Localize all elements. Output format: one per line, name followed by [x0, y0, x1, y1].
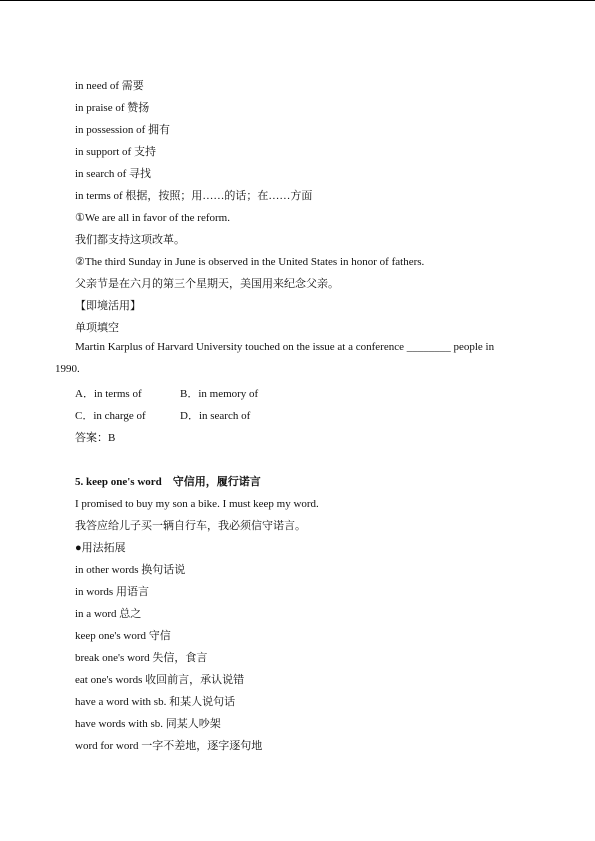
section-title: 5. keep one's word 守信用，履行诺言 [75, 476, 261, 488]
option-d: D．in search of [180, 410, 251, 422]
question-line-2: 1990. [55, 363, 80, 375]
phrase-item: have words with sb. 同某人吵架 [75, 718, 221, 730]
phrase-item: in possession of 拥有 [75, 124, 171, 136]
question-stem [55, 336, 545, 380]
answer: 答案：B [75, 432, 116, 444]
practice-heading: 【即境活用】 [75, 300, 141, 312]
phrase-item: break one's word 失信，食言 [75, 652, 208, 664]
page-top-rule [0, 0, 595, 1]
option-c: C．in charge of [75, 410, 146, 422]
phrase-item: word for word 一字不差地，逐字逐句地 [75, 740, 263, 752]
extension-heading: ●用法拓展 [75, 542, 126, 554]
phrase-item: in other words 换句话说 [75, 564, 186, 576]
phrase-item: in a word 总之 [75, 608, 142, 620]
example-sentence-zh: 我们都支持这项改革。 [75, 234, 185, 246]
example-sentence-en: I promised to buy my son a bike. I must keep my word. [75, 498, 319, 510]
question-line-1: Martin Karplus of Harvard University touched on the issue at a conference ________ people in [75, 341, 495, 353]
phrase-item: have a word with sb. 和某人说句话 [75, 696, 236, 708]
practice-subheading: 单项填空 [75, 322, 119, 334]
phrase-item: in search of 寻找 [75, 168, 152, 180]
phrase-item: in praise of 赞扬 [75, 102, 150, 114]
phrase-item: in terms of 根据，按照；用……的话；在……方面 [75, 190, 313, 202]
option-a: A．in terms of [75, 388, 142, 400]
example-sentence-zh: 我答应给儿子买一辆自行车，我必须信守诺言。 [75, 520, 306, 532]
example-sentence-en: ①We are all in favor of the reform. [75, 212, 230, 224]
phrase-item: eat one's words 收回前言，承认说错 [75, 674, 245, 686]
phrase-item: in words 用语言 [75, 586, 149, 598]
phrase-item: in support of 支持 [75, 146, 156, 158]
option-b: B．in memory of [180, 388, 259, 400]
example-sentence-zh: 父亲节是在六月的第三个星期天，美国用来纪念父亲。 [75, 278, 339, 290]
phrase-item: keep one's word 守信 [75, 630, 171, 642]
example-sentence-en: ②The third Sunday in June is observed in the United States in honor of fathers. [75, 256, 425, 268]
phrase-item: in need of 需要 [75, 80, 144, 92]
